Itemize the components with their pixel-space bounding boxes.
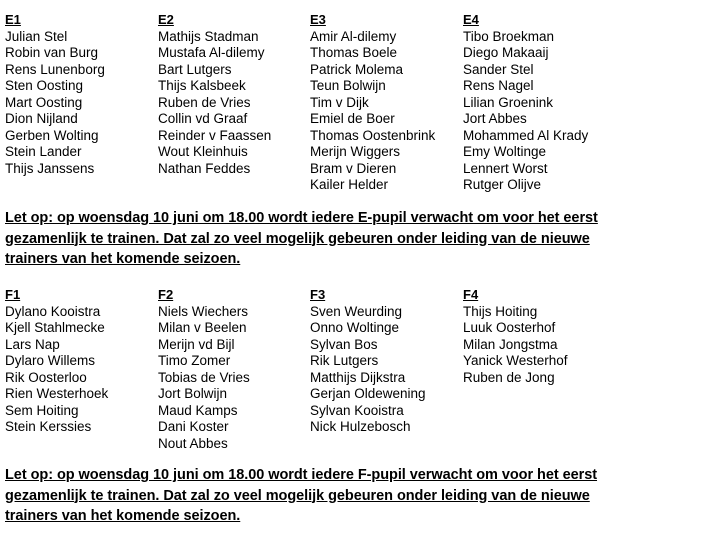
player-name: Jort Abbes bbox=[463, 111, 527, 126]
player-name: Sander Stel bbox=[463, 61, 534, 77]
player-name: Stein Kerssies bbox=[5, 419, 92, 434]
player-name: Rutger Olijve bbox=[463, 177, 542, 192]
player-name: Onno Woltinge bbox=[310, 320, 400, 335]
player-name: Robin van Burg bbox=[5, 45, 99, 60]
player-name: Kailer Helder bbox=[310, 177, 389, 192]
notice-line: trainers van het komende seizoen. bbox=[5, 251, 241, 267]
player-name: Teun Bolwijn bbox=[310, 78, 386, 93]
team-title: F3 bbox=[310, 287, 326, 302]
player-name: Mathijs Stadman bbox=[158, 28, 259, 44]
player-name: Bram v Dieren bbox=[310, 160, 397, 176]
notice-line: gezamenlijk te trainen. Dat zal zo veel mogelijk gebeuren onder leiding van de nieuwe bbox=[5, 230, 590, 247]
player-name: Dylano Kooistra bbox=[5, 303, 101, 319]
team-column-e1 bbox=[5, 12, 155, 177]
player-name: Emy Woltinge bbox=[463, 144, 547, 159]
player-name: Sylvan Bos bbox=[310, 336, 378, 352]
player-name: Thomas Boele bbox=[310, 45, 398, 60]
player-name: Dion Nijland bbox=[5, 111, 78, 126]
player-name: Sem Hoiting bbox=[5, 402, 79, 418]
player-name: Collin vd Graaf bbox=[158, 111, 248, 126]
player-name: Tibo Broekman bbox=[463, 28, 555, 44]
player-name: Rien Westerhoek bbox=[5, 386, 109, 401]
player-name: Emiel de Boer bbox=[310, 111, 395, 126]
player-name: Gerben Wolting bbox=[5, 127, 99, 143]
player-name: Rik Lutgers bbox=[310, 353, 379, 368]
f-teams-section bbox=[0, 287, 720, 455]
player-name: Jort Bolwijn bbox=[158, 386, 228, 401]
team-title: F1 bbox=[5, 287, 21, 302]
player-name: Milan v Beelen bbox=[158, 320, 247, 335]
player-name: Amir Al-dilemy bbox=[310, 28, 397, 44]
team-column-e4 bbox=[463, 12, 613, 194]
player-name: Lilian Groenink bbox=[463, 94, 554, 110]
player-name: Nick Hulzebosch bbox=[310, 419, 411, 434]
player-name: Ruben de Vries bbox=[158, 94, 251, 110]
player-name: Patrick Molema bbox=[310, 61, 404, 77]
player-name: Mohammed Al Krady bbox=[463, 127, 589, 143]
notice-line: Let op: op woensdag 10 juni om 18.00 wordt iedere E-pupil verwacht om voor het eerst bbox=[5, 210, 598, 226]
player-name: Maud Kamps bbox=[158, 402, 238, 418]
player-name: Mustafa Al-dilemy bbox=[158, 45, 265, 60]
player-name: Sten Oosting bbox=[5, 78, 84, 93]
player-name: Lars Nap bbox=[5, 336, 60, 352]
player-name: Matthijs Dijkstra bbox=[310, 369, 406, 385]
team-column-f3 bbox=[310, 287, 460, 436]
player-name: Bart Lutgers bbox=[158, 61, 232, 77]
player-name: Rens Lunenborg bbox=[5, 61, 105, 77]
player-name: Dani Koster bbox=[158, 419, 229, 434]
player-name: Sven Weurding bbox=[310, 303, 403, 319]
player-name: Thijs Kalsbeek bbox=[158, 78, 246, 93]
player-name: Stein Lander bbox=[5, 144, 82, 159]
player-name: Ruben de Jong bbox=[463, 369, 555, 385]
player-name: Merijn Wiggers bbox=[310, 144, 401, 159]
player-name: Luuk Oosterhof bbox=[463, 320, 556, 335]
player-name: Mart Oosting bbox=[5, 94, 83, 110]
player-name: Gerjan Oldewening bbox=[310, 386, 426, 401]
player-name: Niels Wiechers bbox=[158, 303, 249, 319]
player-name: Rens Nagel bbox=[463, 78, 534, 93]
team-title: F2 bbox=[158, 287, 174, 302]
team-title: E2 bbox=[158, 12, 174, 27]
player-name: Tim v Dijk bbox=[310, 94, 369, 110]
player-name: Lennert Worst bbox=[463, 160, 548, 176]
player-name: Dylaro Willems bbox=[5, 353, 96, 368]
player-name: Timo Zomer bbox=[158, 353, 231, 368]
player-name: Tobias de Vries bbox=[158, 369, 250, 385]
team-title: E3 bbox=[310, 12, 326, 27]
notice-line: gezamenlijk te trainen. Dat zal zo veel mogelijk gebeuren onder leiding van de nieuwe bbox=[5, 487, 590, 504]
player-name: Sylvan Kooistra bbox=[310, 402, 404, 418]
player-name: Julian Stel bbox=[5, 28, 68, 44]
player-name: Yanick Westerhof bbox=[463, 353, 568, 368]
notice-line: trainers van het komende seizoen. bbox=[5, 508, 241, 524]
team-column-e2 bbox=[158, 12, 308, 177]
player-name: Rik Oosterloo bbox=[5, 369, 87, 385]
f-pupil-notice bbox=[5, 465, 717, 527]
team-title: E1 bbox=[5, 12, 21, 27]
team-column-f4 bbox=[463, 287, 613, 386]
team-title: E4 bbox=[463, 12, 479, 27]
player-name: Diego Makaaij bbox=[463, 45, 549, 60]
team-column-e3 bbox=[310, 12, 460, 194]
notice-line: Let op: op woensdag 10 juni om 18.00 wordt iedere F-pupil verwacht om voor het eerst bbox=[5, 467, 598, 483]
player-name: Nout Abbes bbox=[158, 435, 228, 451]
e-pupil-notice bbox=[5, 208, 717, 270]
team-column-f1 bbox=[5, 287, 155, 436]
player-name: Reinder v Faassen bbox=[158, 127, 272, 143]
e-teams-section bbox=[0, 12, 720, 197]
player-name: Thomas Oostenbrink bbox=[310, 127, 436, 143]
player-name: Kjell Stahlmecke bbox=[5, 320, 105, 335]
player-name: Thijs Janssens bbox=[5, 160, 95, 176]
player-name: Milan Jongstma bbox=[463, 336, 558, 352]
team-title: F4 bbox=[463, 287, 479, 302]
player-name: Nathan Feddes bbox=[158, 160, 251, 176]
player-name: Merijn vd Bijl bbox=[158, 336, 235, 352]
player-name: Thijs Hoiting bbox=[463, 303, 538, 319]
player-name: Wout Kleinhuis bbox=[158, 144, 248, 159]
team-column-f2 bbox=[158, 287, 308, 452]
